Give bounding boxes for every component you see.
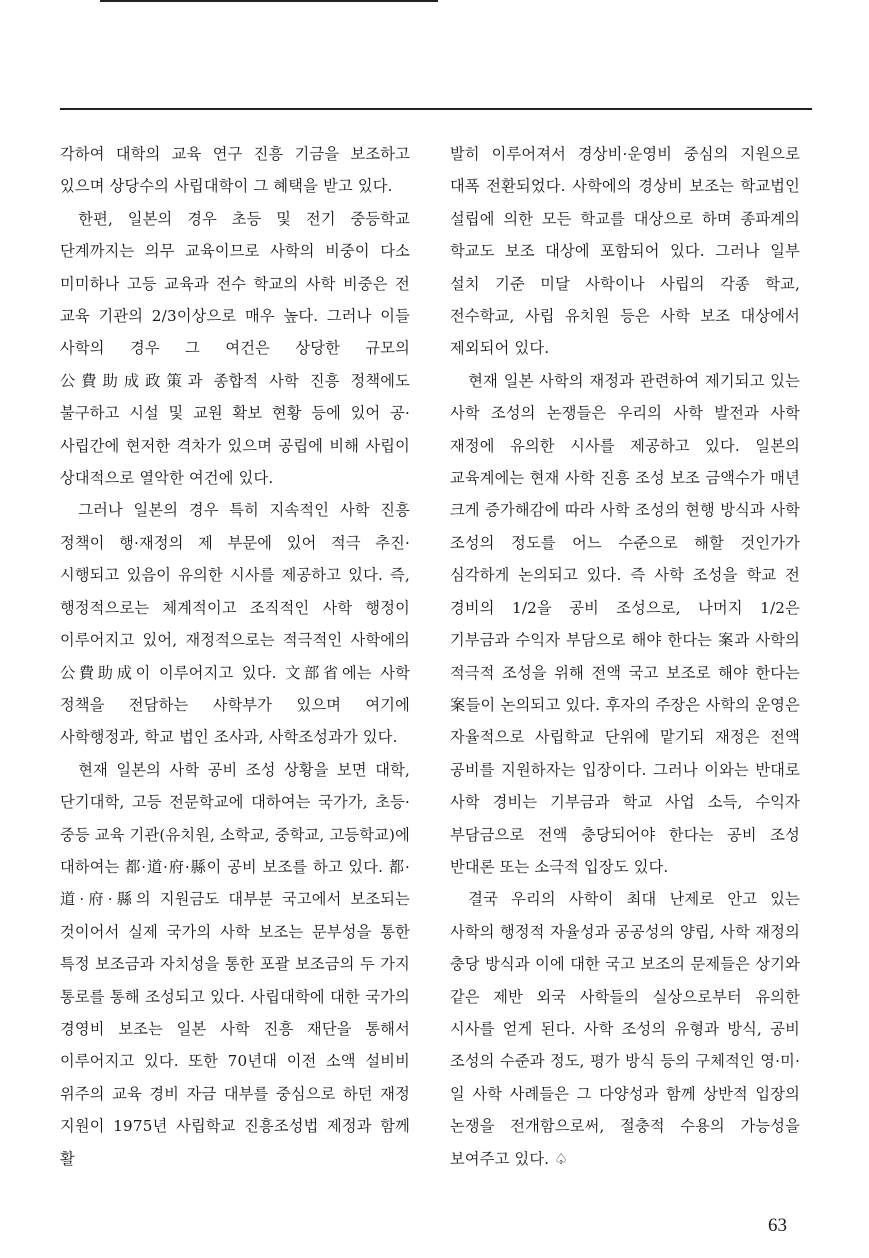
paragraph: 현재 일본의 사학 공비 조성 상황을 보면 대학, 단기대학, 고등 전문학교에 대하여는 국가가, 초등·중등 교육 기관(유치원, 소학교, 중학교, 고등학교)에 대하여는 都·道·府·縣이 공비 보조를 하고 있다. 都·道·府·縣의 지원금도 대부분 국고에서 보조되는 것이어서 실제 국가의 사학 보조는 문부성을 통한 특정 보조금과 자치성을 통한 포괄 보조금의 두 가지 통로를 통해 조성되고 있다. 사립대학에 대한 국가의 경영비 보조는 일본 사학 진흥 재단을 통해서 이루어지고 있다. 또한 70년대 이전 소액 설비비 위주의 교육 경비 자금 대부를 중심으로 하던 재정 지원이 1975년 사립학교 진흥조성법 제정과 함께 활 <box>60 760 410 1168</box>
paragraph: 각하여 대학의 교육 연구 진흥 기금을 보조하고 있으며 상당수의 사립대학이 그 혜택을 받고 있다. <box>60 145 410 196</box>
paragraph: 결국 우리의 사학이 최대 난제로 안고 있는 사학의 행정적 자율성과 공공성의 양립, 사학 재정의 충당 방식과 이에 대한 국고 보조의 문제들은 상기와 같은 제반 외국 사학들의 실상으로부터 유의한 시사를 얻게 된다. 사학 조성의 유형과 방식, 공비 조성의 수준과 정도, 평가 방식 등의 구체적인 영·미·일 사학 사례들은 그 다양성과 함께 상반적 입장의 논쟁을 전개함으로써, 절충적 수용의 가능성을 보여주고 있다. ♤ <box>450 890 800 1168</box>
header-rule <box>60 108 812 110</box>
right-column <box>450 138 800 1175</box>
left-column <box>60 138 410 1175</box>
paragraph: 한편, 일본의 경우 초등 및 전기 중등학교 단계까지는 의무 교육이므로 사학의 비중이 다소 미미하나 고등 교육과 전수 학교의 사학 비중은 전 교육 기관의 2/3이상으로 매우 높다. 그러나 이들 사학의 경우 그 여건은 상당한 규모의 公費助成政策과 종합적 사학 진흥 정책에도 불구하고 시설 및 교원 확보 현황 등에 있어 공·사립간에 현저한 격차가 있으며 공립에 비해 사립이 상대적으로 열악한 여건에 있다. <box>60 209 410 488</box>
page-number: 63 <box>768 1215 787 1236</box>
paragraph: 발히 이루어져서 경상비·운영비 중심의 지원으로 대폭 전환되었다. 사학에의 경상비 보조는 학교법인 설립에 의한 모든 학교를 대상으로 하며 종파계의 학교도 보조 대상에 포함되어 있다. 그러나 일부 설치 기준 미달 사학이나 사립의 각종 학교, 전수학교, 사립 유치원 등은 사학 보조 대상에서 제외되어 있다. <box>450 145 800 358</box>
paragraph: 그러나 일본의 경우 특히 지속적인 사학 진흥 정책이 행·재정의 제 부문에 있어 적극 추진·시행되고 있음이 유의한 시사를 제공하고 있다. 즉, 행정적으로는 체계적이고 조직적인 사학 행정이 이루어지고 있어, 재정적으로는 적극적인 사학에의 公費助成이 이루어지고 있다. 文部省에는 사학 정책을 전담하는 사학부가 있으며 여기에 사학행정과, 학교 법인 조사과, 사학조성과가 있다. <box>60 501 410 747</box>
header-stub-line <box>100 0 438 2</box>
paragraph: 현재 일본 사학의 재정과 관련하여 제기되고 있는 사학 조성의 논쟁들은 우리의 사학 발전과 사학 재정에 유의한 시사를 제공하고 있다. 일본의 교육계에는 현재 사학 진흥 조성 보조 금액수가 매년 크게 증가해감에 따라 사학 조성의 현행 방식과 사학 조성의 정도를 어느 수준으로 해할 것인가가 심각하게 논의되고 있다. 즉 사학 조성을 학교 전 경비의 1/2을 공비 조성으로, 나머지 1/2은 기부금과 수익자 부담으로 해야 한다는 案과 사학의 적극적 조성을 위해 전액 국고 보조로 해야 한다는 案들이 논의되고 있다. 후자의 주장은 사학의 운영은 자율적으로 사립학교 단위에 맡기되 재정은 전액 공비를 지원하자는 입장이다. 그러나 이와는 반대로 사학 경비는 기부금과 학교 사업 소득, 수익자 부담금으로 전액 충당되어야 한다는 공비 조성 반대론 또는 소극적 입장도 있다. <box>450 371 800 876</box>
